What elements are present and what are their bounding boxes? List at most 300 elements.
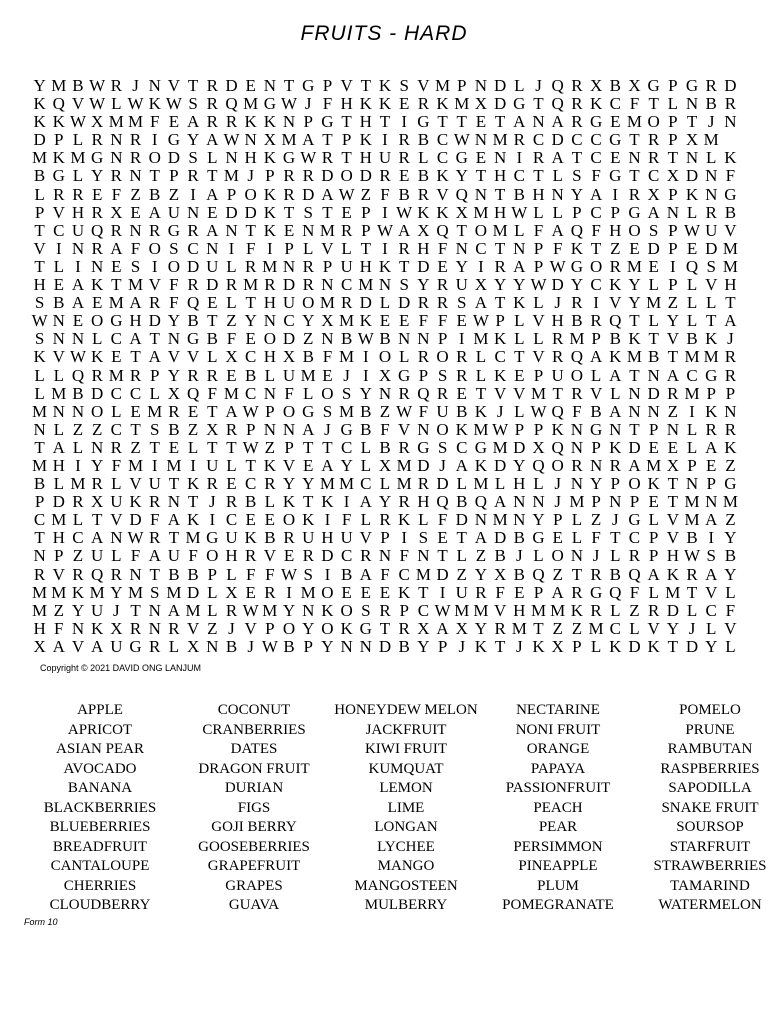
grid-letter[interactable]: G	[513, 94, 526, 114]
grid-letter[interactable]: M	[722, 238, 738, 258]
grid-letter[interactable]: Y	[282, 600, 296, 620]
grid-letter[interactable]: J	[228, 618, 235, 638]
grid-letter[interactable]: R	[494, 618, 506, 638]
grid-letter[interactable]: H	[417, 238, 430, 258]
grid-letter[interactable]: R	[705, 76, 717, 95]
grid-letter[interactable]: L	[514, 329, 525, 349]
grid-letter[interactable]: N	[167, 329, 181, 349]
grid-letter[interactable]: D	[551, 130, 564, 150]
grid-letter[interactable]: L	[686, 311, 698, 331]
grid-letter[interactable]: R	[417, 94, 430, 114]
grid-letter[interactable]: A	[647, 564, 660, 584]
grid-letter[interactable]: Z	[187, 419, 199, 439]
grid-letter[interactable]: K	[129, 492, 142, 512]
grid-letter[interactable]: Y	[91, 166, 104, 186]
grid-letter[interactable]: V	[532, 347, 545, 367]
grid-letter[interactable]: F	[169, 293, 179, 313]
grid-letter[interactable]: R	[302, 166, 314, 186]
grid-letter[interactable]: Q	[417, 383, 430, 403]
grid-letter[interactable]: K	[724, 148, 737, 168]
grid-letter[interactable]: A	[148, 347, 161, 367]
grid-letter[interactable]: U	[705, 220, 718, 240]
grid-letter[interactable]: L	[360, 437, 371, 457]
grid-letter[interactable]: Z	[667, 401, 679, 421]
grid-letter[interactable]: P	[668, 130, 678, 150]
grid-letter[interactable]: D	[417, 256, 430, 276]
grid-letter[interactable]: Q	[71, 365, 85, 385]
grid-letter[interactable]: Q	[52, 94, 65, 114]
grid-letter[interactable]: M	[185, 600, 201, 620]
grid-letter[interactable]: H	[666, 546, 679, 566]
grid-letter[interactable]: K	[609, 347, 622, 367]
grid-letter[interactable]: Y	[666, 311, 679, 331]
grid-letter[interactable]: P	[572, 636, 582, 656]
grid-letter[interactable]: B	[456, 401, 468, 421]
grid-letter[interactable]: A	[705, 510, 718, 530]
grid-letter[interactable]: K	[570, 238, 584, 258]
grid-letter[interactable]: L	[590, 365, 602, 385]
grid-letter[interactable]: E	[303, 455, 314, 475]
grid-letter[interactable]: Y	[589, 474, 603, 494]
grid-letter[interactable]: K	[263, 220, 276, 240]
grid-letter[interactable]: R	[571, 455, 583, 475]
grid-letter[interactable]: X	[474, 275, 488, 295]
grid-letter[interactable]: R	[264, 474, 276, 494]
grid-letter[interactable]: M	[473, 600, 489, 620]
grid-letter[interactable]: P	[572, 202, 582, 222]
grid-letter[interactable]: R	[72, 492, 84, 512]
grid-letter[interactable]: Y	[474, 618, 488, 638]
grid-letter[interactable]: T	[341, 112, 352, 132]
grid-letter[interactable]: M	[108, 293, 124, 313]
grid-letter[interactable]: E	[226, 474, 237, 494]
grid-letter[interactable]: N	[33, 419, 46, 439]
grid-letter[interactable]: F	[226, 329, 237, 349]
grid-letter[interactable]: R	[302, 546, 314, 566]
grid-letter[interactable]: B	[494, 546, 506, 566]
grid-letter[interactable]: M	[588, 618, 604, 638]
grid-letter[interactable]: Y	[628, 275, 641, 295]
grid-letter[interactable]: F	[207, 383, 218, 403]
grid-letter[interactable]: E	[245, 582, 256, 602]
grid-letter[interactable]: R	[321, 148, 334, 168]
grid-letter[interactable]: P	[284, 437, 294, 457]
grid-letter[interactable]: T	[725, 293, 736, 313]
grid-letter[interactable]: K	[724, 437, 737, 457]
grid-letter[interactable]: A	[628, 455, 641, 475]
grid-letter[interactable]: V	[417, 76, 430, 95]
grid-letter[interactable]: R	[340, 293, 353, 313]
grid-letter[interactable]: E	[207, 293, 218, 313]
grid-letter[interactable]: G	[570, 256, 584, 276]
grid-letter[interactable]: T	[494, 184, 506, 204]
grid-letter[interactable]: R	[168, 618, 180, 638]
grid-letter[interactable]: U	[110, 492, 123, 512]
grid-letter[interactable]: R	[149, 636, 161, 656]
grid-letter[interactable]: R	[571, 112, 583, 132]
grid-letter[interactable]: L	[111, 401, 122, 421]
grid-letter[interactable]: F	[591, 528, 601, 548]
grid-letter[interactable]: T	[475, 383, 487, 403]
grid-letter[interactable]: K	[436, 166, 449, 186]
grid-letter[interactable]: P	[418, 365, 429, 385]
grid-letter[interactable]: K	[513, 293, 526, 313]
grid-letter[interactable]: I	[267, 238, 273, 258]
grid-letter[interactable]: T	[111, 275, 122, 295]
grid-letter[interactable]: R	[398, 492, 410, 512]
grid-letter[interactable]: O	[321, 383, 334, 403]
grid-letter[interactable]: Z	[72, 419, 84, 439]
grid-letter[interactable]: E	[53, 275, 64, 295]
grid-letter[interactable]: W	[261, 636, 278, 656]
grid-letter[interactable]: X	[455, 618, 468, 638]
grid-letter[interactable]: S	[130, 256, 141, 276]
grid-letter[interactable]: M	[492, 510, 508, 530]
grid-letter[interactable]: R	[552, 347, 564, 367]
grid-letter[interactable]: T	[456, 220, 467, 240]
grid-letter[interactable]: R	[686, 564, 698, 584]
grid-letter[interactable]: R	[571, 94, 583, 114]
grid-letter[interactable]: M	[166, 455, 182, 475]
grid-letter[interactable]: P	[591, 492, 601, 512]
grid-letter[interactable]: C	[110, 383, 123, 403]
grid-letter[interactable]: N	[263, 383, 276, 403]
grid-letter[interactable]: R	[187, 275, 199, 295]
grid-letter[interactable]: H	[33, 275, 46, 295]
grid-letter[interactable]: D	[628, 636, 641, 656]
grid-letter[interactable]: R	[436, 293, 449, 313]
grid-letter[interactable]: K	[148, 94, 161, 114]
grid-letter[interactable]: P	[54, 130, 64, 150]
grid-letter[interactable]: S	[303, 564, 313, 584]
grid-letter[interactable]: H	[52, 455, 65, 475]
grid-letter[interactable]: V	[359, 528, 372, 548]
grid-letter[interactable]: P	[533, 365, 544, 385]
grid-letter[interactable]: M	[32, 582, 48, 602]
grid-letter[interactable]: M	[358, 275, 374, 295]
grid-letter[interactable]: G	[417, 112, 430, 132]
grid-letter[interactable]: C	[590, 202, 602, 222]
grid-letter[interactable]: V	[493, 600, 507, 620]
grid-letter[interactable]: N	[705, 184, 718, 204]
grid-letter[interactable]: G	[417, 437, 430, 457]
grid-letter[interactable]: B	[686, 329, 698, 349]
grid-letter[interactable]: M	[127, 112, 144, 132]
grid-letter[interactable]: M	[684, 510, 700, 530]
grid-letter[interactable]: B	[686, 528, 698, 548]
grid-letter[interactable]: Y	[724, 528, 737, 548]
grid-letter[interactable]: Y	[340, 455, 353, 475]
grid-letter[interactable]: K	[398, 582, 411, 602]
grid-letter[interactable]: B	[609, 329, 621, 349]
grid-letter[interactable]: A	[474, 528, 488, 548]
grid-letter[interactable]: R	[187, 365, 199, 385]
grid-letter[interactable]: D	[647, 238, 660, 258]
grid-letter[interactable]: I	[209, 510, 216, 530]
grid-letter[interactable]: T	[322, 130, 333, 150]
grid-letter[interactable]: L	[72, 437, 84, 457]
grid-letter[interactable]: R	[571, 383, 583, 403]
grid-letter[interactable]: P	[457, 76, 467, 95]
grid-letter[interactable]: G	[167, 130, 181, 150]
grid-letter[interactable]: H	[263, 293, 276, 313]
grid-letter[interactable]: M	[319, 293, 335, 313]
grid-letter[interactable]: N	[110, 148, 123, 168]
grid-letter[interactable]: M	[684, 383, 700, 403]
grid-letter[interactable]: B	[590, 401, 602, 421]
grid-letter[interactable]: F	[495, 582, 505, 602]
grid-letter[interactable]: E	[207, 202, 218, 222]
grid-letter[interactable]: X	[110, 618, 123, 638]
grid-letter[interactable]: F	[437, 510, 448, 530]
grid-letter[interactable]: A	[513, 112, 526, 132]
grid-letter[interactable]: M	[51, 383, 67, 403]
grid-letter[interactable]: A	[436, 618, 449, 638]
grid-letter[interactable]: M	[166, 582, 182, 602]
grid-letter[interactable]: E	[91, 184, 103, 204]
grid-letter[interactable]: E	[245, 510, 256, 530]
grid-letter[interactable]: X	[225, 347, 238, 367]
grid-letter[interactable]: R	[667, 383, 679, 403]
grid-letter[interactable]: O	[589, 256, 603, 276]
grid-letter[interactable]: N	[282, 256, 296, 276]
grid-letter[interactable]: R	[724, 365, 737, 385]
grid-letter[interactable]: L	[725, 582, 736, 602]
grid-letter[interactable]: M	[243, 94, 259, 114]
grid-letter[interactable]: C	[647, 166, 660, 186]
grid-letter[interactable]: P	[495, 311, 505, 331]
grid-letter[interactable]: Q	[551, 437, 564, 457]
grid-letter[interactable]: R	[110, 437, 123, 457]
grid-letter[interactable]: K	[436, 94, 449, 114]
grid-letter[interactable]: W	[242, 401, 259, 421]
grid-letter[interactable]: I	[689, 401, 695, 421]
grid-letter[interactable]: N	[532, 492, 545, 512]
grid-letter[interactable]: G	[724, 184, 737, 204]
grid-letter[interactable]: Y	[417, 275, 430, 295]
grid-letter[interactable]: D	[91, 383, 104, 403]
grid-letter[interactable]: Y	[724, 564, 737, 584]
grid-letter[interactable]: N	[206, 238, 219, 258]
grid-letter[interactable]: Q	[628, 564, 641, 584]
grid-letter[interactable]: F	[552, 238, 563, 258]
grid-letter[interactable]: T	[187, 76, 199, 95]
grid-letter[interactable]: N	[474, 510, 488, 530]
grid-letter[interactable]: H	[71, 202, 85, 222]
grid-letter[interactable]: O	[91, 311, 104, 331]
grid-letter[interactable]: T	[34, 437, 45, 457]
grid-letter[interactable]: S	[706, 546, 716, 566]
grid-letter[interactable]: K	[647, 474, 660, 494]
grid-letter[interactable]: T	[34, 528, 45, 548]
grid-letter[interactable]: N	[685, 148, 699, 168]
grid-letter[interactable]: Y	[33, 76, 46, 95]
grid-letter[interactable]: H	[532, 184, 545, 204]
grid-letter[interactable]: F	[322, 94, 333, 114]
grid-letter[interactable]: E	[283, 220, 295, 240]
grid-letter[interactable]: D	[186, 256, 200, 276]
grid-letter[interactable]: R	[245, 546, 257, 566]
grid-letter[interactable]: F	[533, 220, 544, 240]
grid-letter[interactable]: S	[399, 76, 409, 95]
grid-letter[interactable]: F	[341, 510, 352, 530]
grid-letter[interactable]: O	[321, 618, 334, 638]
grid-letter[interactable]: E	[168, 437, 180, 457]
grid-letter[interactable]: R	[436, 383, 449, 403]
grid-letter[interactable]: A	[609, 401, 622, 421]
grid-letter[interactable]: L	[514, 76, 525, 95]
grid-letter[interactable]: M	[703, 347, 719, 367]
grid-letter[interactable]: R	[91, 365, 103, 385]
grid-letter[interactable]: G	[474, 437, 488, 457]
grid-letter[interactable]: A	[705, 564, 718, 584]
grid-letter[interactable]: R	[398, 238, 410, 258]
grid-letter[interactable]: T	[514, 347, 525, 367]
grid-letter[interactable]: T	[207, 311, 218, 331]
grid-letter[interactable]: B	[33, 166, 46, 186]
grid-letter[interactable]: Y	[417, 636, 430, 656]
grid-letter[interactable]: G	[206, 528, 219, 548]
grid-letter[interactable]: P	[533, 256, 544, 276]
grid-letter[interactable]: C	[340, 546, 353, 566]
grid-letter[interactable]: S	[188, 94, 198, 114]
grid-letter[interactable]: M	[511, 618, 527, 638]
grid-letter[interactable]: N	[33, 546, 46, 566]
grid-letter[interactable]: C	[360, 474, 372, 494]
grid-letter[interactable]: V	[71, 636, 85, 656]
grid-letter[interactable]: V	[244, 618, 257, 638]
grid-letter[interactable]: H	[129, 311, 142, 331]
grid-letter[interactable]: V	[532, 311, 545, 331]
grid-letter[interactable]: G	[282, 148, 296, 168]
grid-letter[interactable]: O	[91, 401, 104, 421]
grid-letter[interactable]: I	[362, 365, 369, 385]
grid-letter[interactable]: F	[629, 94, 640, 114]
grid-letter[interactable]: P	[668, 220, 678, 240]
grid-letter[interactable]: L	[264, 365, 276, 385]
grid-letter[interactable]: G	[52, 166, 65, 186]
grid-letter[interactable]: R	[398, 437, 410, 457]
grid-letter[interactable]: M	[722, 256, 738, 276]
grid-letter[interactable]: G	[340, 419, 353, 439]
grid-letter[interactable]: D	[302, 184, 315, 204]
grid-letter[interactable]: K	[91, 347, 104, 367]
grid-letter[interactable]: X	[685, 130, 699, 150]
grid-letter[interactable]: N	[417, 546, 430, 566]
grid-letter[interactable]: N	[378, 546, 392, 566]
grid-letter[interactable]: U	[455, 582, 468, 602]
grid-letter[interactable]: Q	[551, 401, 564, 421]
grid-letter[interactable]: T	[667, 636, 679, 656]
grid-letter[interactable]: L	[341, 238, 352, 258]
grid-letter[interactable]: U	[282, 293, 296, 313]
grid-letter[interactable]: P	[533, 582, 544, 602]
grid-letter[interactable]: S	[361, 600, 371, 620]
grid-letter[interactable]: L	[610, 600, 621, 620]
grid-letter[interactable]: P	[533, 419, 544, 439]
grid-letter[interactable]: L	[398, 347, 410, 367]
grid-letter[interactable]: G	[647, 76, 660, 95]
grid-letter[interactable]: L	[725, 636, 736, 656]
grid-letter[interactable]: J	[247, 636, 254, 656]
grid-letter[interactable]: M	[492, 220, 508, 240]
grid-letter[interactable]: R	[53, 184, 65, 204]
grid-letter[interactable]: V	[129, 474, 142, 494]
grid-letter[interactable]: T	[341, 148, 352, 168]
grid-letter[interactable]: M	[454, 94, 470, 114]
grid-letter[interactable]: P	[610, 474, 620, 494]
grid-letter[interactable]: G	[91, 148, 104, 168]
grid-letter[interactable]: W	[300, 148, 317, 168]
grid-letter[interactable]: J	[496, 401, 504, 421]
grid-letter[interactable]: Y	[628, 293, 641, 313]
grid-letter[interactable]: X	[628, 76, 641, 95]
grid-letter[interactable]: Z	[130, 184, 141, 204]
grid-letter[interactable]: N	[282, 112, 296, 132]
grid-letter[interactable]: P	[303, 636, 313, 656]
grid-letter[interactable]: Y	[532, 510, 545, 530]
grid-letter[interactable]: N	[570, 546, 584, 566]
grid-letter[interactable]: L	[667, 94, 679, 114]
grid-letter[interactable]: J	[554, 492, 561, 512]
grid-letter[interactable]: M	[684, 347, 700, 367]
grid-letter[interactable]: U	[110, 636, 123, 656]
grid-letter[interactable]: M	[300, 365, 316, 385]
grid-letter[interactable]: B	[647, 347, 660, 367]
grid-letter[interactable]: L	[456, 474, 467, 494]
grid-letter[interactable]: D	[436, 474, 449, 494]
grid-letter[interactable]: R	[264, 275, 276, 295]
grid-letter[interactable]: N	[398, 329, 411, 349]
grid-letter[interactable]: R	[206, 76, 218, 95]
grid-letter[interactable]: K	[474, 636, 488, 656]
grid-letter[interactable]: X	[206, 419, 219, 439]
grid-letter[interactable]: C	[245, 383, 257, 403]
grid-letter[interactable]: W	[127, 94, 144, 114]
grid-letter[interactable]: A	[513, 256, 526, 276]
grid-letter[interactable]: R	[283, 184, 295, 204]
grid-letter[interactable]: Y	[455, 256, 468, 276]
grid-letter[interactable]: L	[207, 347, 218, 367]
grid-letter[interactable]: N	[148, 618, 161, 638]
grid-letter[interactable]: E	[341, 582, 352, 602]
grid-letter[interactable]: Z	[667, 293, 679, 313]
grid-letter[interactable]: U	[340, 528, 353, 548]
grid-letter[interactable]: C	[245, 347, 257, 367]
grid-letter[interactable]: K	[609, 437, 622, 457]
grid-letter[interactable]: B	[513, 564, 525, 584]
grid-letter[interactable]: R	[724, 94, 737, 114]
grid-letter[interactable]: E	[610, 112, 621, 132]
grid-letter[interactable]: L	[686, 419, 698, 439]
grid-letter[interactable]: R	[436, 275, 449, 295]
grid-letter[interactable]: A	[71, 293, 85, 313]
grid-letter[interactable]: S	[706, 256, 716, 276]
grid-letter[interactable]: F	[380, 184, 390, 204]
grid-letter[interactable]: A	[167, 510, 181, 530]
grid-letter[interactable]: L	[72, 510, 84, 530]
grid-letter[interactable]: G	[724, 474, 737, 494]
grid-letter[interactable]: P	[54, 546, 64, 566]
grid-letter[interactable]: I	[324, 510, 331, 530]
grid-letter[interactable]: R	[110, 220, 123, 240]
grid-letter[interactable]: R	[647, 148, 660, 168]
grid-letter[interactable]: B	[245, 492, 257, 512]
grid-letter[interactable]: K	[321, 492, 334, 512]
grid-letter[interactable]: G	[609, 130, 622, 150]
grid-letter[interactable]: N	[129, 220, 142, 240]
grid-letter[interactable]: N	[206, 636, 219, 656]
